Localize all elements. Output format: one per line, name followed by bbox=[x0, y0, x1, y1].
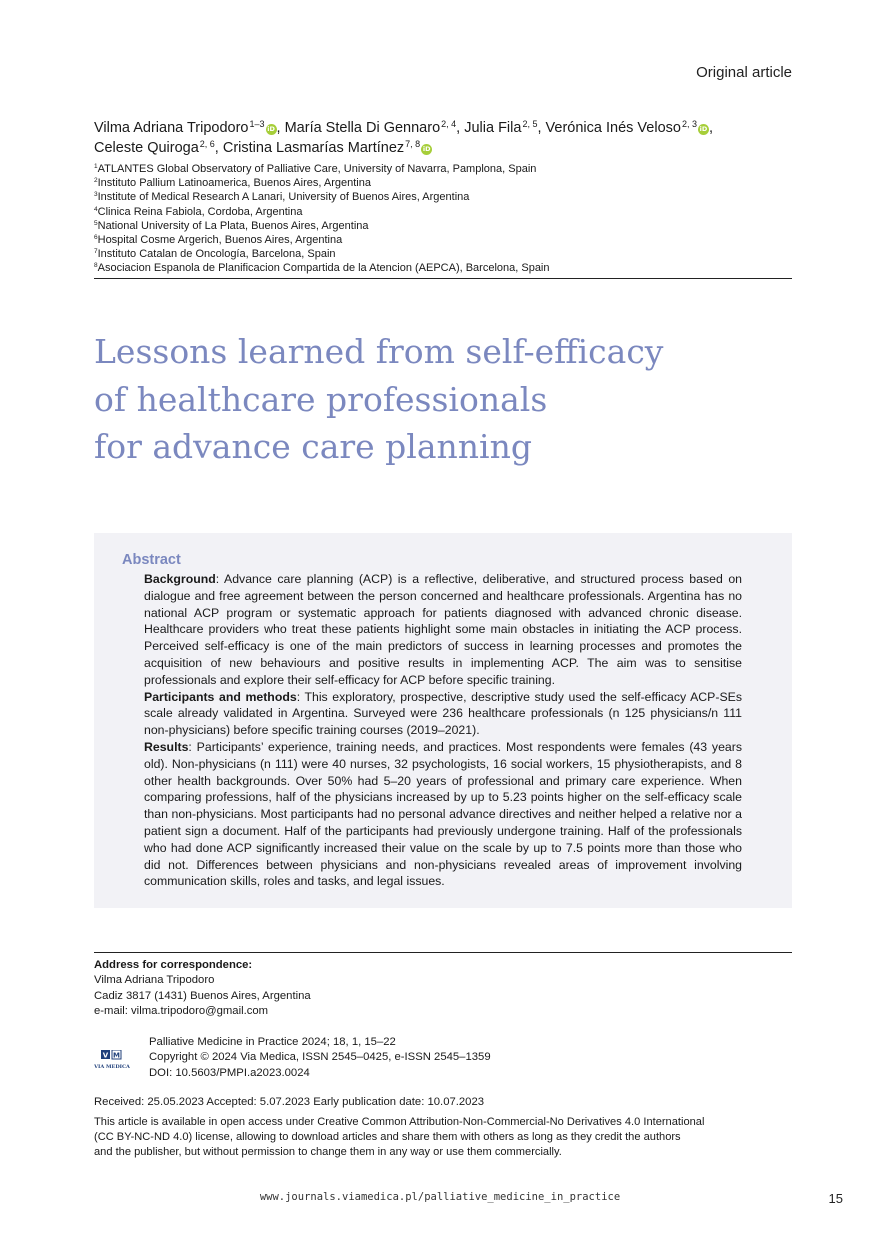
journal-url[interactable]: www.journals.viamedica.pl/palliative_medicine_in_practice bbox=[259, 1191, 621, 1203]
svg-text:V: V bbox=[102, 1051, 109, 1060]
author bbox=[94, 120, 277, 136]
author bbox=[94, 140, 215, 156]
author bbox=[464, 120, 537, 136]
author-affiliation-ref: 1–3 bbox=[249, 119, 265, 129]
author-name: Verónica Inés Veloso bbox=[545, 120, 681, 136]
orcid-icon[interactable]: iD bbox=[267, 125, 275, 133]
abstract-text: : This exploratory, prospective, descriptive study used the self-efficacy ACP-SEs scale already validated in Argentina. Surveyed were 236 healthcare professionals (n 125 physicians/n 111 non-physicians) before specific training courses (2019–2021). bbox=[144, 689, 742, 738]
footer-divider bbox=[94, 952, 792, 953]
affiliation-text: Instituto Catalan de Oncología, Barcelona, Spain bbox=[97, 248, 336, 261]
correspondence-email: e-mail: vilma.tripodoro@gmail.com bbox=[94, 1005, 269, 1018]
header-divider bbox=[94, 278, 792, 279]
author-affiliation-ref: 2, 6 bbox=[199, 139, 215, 149]
page-number: 15 bbox=[828, 1191, 843, 1206]
author-name: María Stella Di Gennaro bbox=[284, 120, 441, 136]
author bbox=[285, 120, 457, 136]
journal-doi: DOI: 10.5603/PMPI.a2023.0024 bbox=[149, 1066, 310, 1079]
abstract-text: : Participants’ experience, training needs, and practices. Most respondents were females (43 years old). Non-physicians (n 111) were 40 nurses, 32 psychologists, 16 social workers, 15 physiotherapists, and 8 other health backgrounds. Over 50% had 5–20 years of professional and primary care experience. When comparing professions, half of the physicians increased by up to 5.23 points higher on the self-efficacy scale than non-physicians. Most participants had no personal advance directives and neither helped a relative nor a patient sign a document. Half of the participants had previously undergone training. Half of the professionals who had done ACP significantly increased their value on the scale by up to 7.5 points more than those who did not. Differences between physicians and non-physicians revealed areas of improvement involving communication skills, roles and tasks, and legal issues. bbox=[144, 739, 742, 889]
affiliation-text: National University of La Plata, Buenos Aires, Argentina bbox=[97, 219, 369, 232]
author-name: Julia Fila bbox=[464, 120, 522, 136]
journal-info bbox=[149, 1035, 491, 1081]
author-name: Cristina Lasmarías Martínez bbox=[222, 140, 405, 156]
correspondence-block bbox=[94, 958, 594, 1020]
license-text bbox=[94, 1115, 784, 1160]
affiliation-text: Asociacion Espanola de Planificacion Compartida de la Atencion (AEPCA), Barcelona, Spain bbox=[97, 262, 550, 275]
license-line: (CC BY-NC-ND 4.0) license, allowing to download articles and share them with others as long as they credit the authors bbox=[94, 1131, 681, 1143]
affiliation-item bbox=[94, 233, 794, 247]
affiliation-text: Clinica Reina Fabiola, Cordoba, Argentina bbox=[97, 205, 303, 218]
license-line: and the publisher, but without permission to change them in any way or use them commercially. bbox=[94, 1146, 562, 1158]
abstract-body bbox=[144, 571, 742, 890]
affiliation-item bbox=[94, 176, 794, 190]
author-affiliation-ref: 2, 4 bbox=[441, 119, 457, 129]
author-name: Celeste Quiroga bbox=[94, 140, 199, 156]
affiliation-number: 6 bbox=[94, 234, 98, 242]
svg-text:VIA MEDICA: VIA MEDICA bbox=[94, 1064, 130, 1070]
affiliation-number: 8 bbox=[94, 262, 98, 270]
correspondence-heading: Address for correspondence: bbox=[94, 959, 253, 971]
author-affiliation-ref: 2, 3 bbox=[681, 119, 697, 129]
affiliation-item bbox=[94, 190, 794, 204]
affiliation-number: 4 bbox=[94, 205, 98, 213]
author-list: Vilma Adriana Tripodoro$^{1-3}$ iD , María Stella Di Gennaro$^{2, 4}$, Julia Fila$^{2, 5}$, Verónica Inés Veloso$^{2, 3}$ iD , Celeste Quiroga$^{2, 6}$, Cristina Lasmarías Martínez$^{7, 8}$ iD bbox=[94, 119, 713, 156]
affiliation-text: ATLANTES Global Observatory of Palliative Care, University of Navarra, Pamplona, Spain bbox=[97, 163, 537, 175]
abstract-label: Participants and methods bbox=[144, 689, 297, 704]
affiliation-item bbox=[94, 205, 794, 219]
abstract-heading: Abstract bbox=[122, 552, 181, 568]
affiliation-number: 3 bbox=[94, 191, 98, 199]
journal-citation: Palliative Medicine in Practice 2024; 18, 1, 15–22 bbox=[149, 1036, 396, 1048]
journal-copyright: Copyright © 2024 Via Medica, ISSN 2545–0425, e-ISSN 2545–1359 bbox=[149, 1051, 491, 1064]
affiliation-number: 5 bbox=[94, 219, 98, 227]
title-line-3: for advance care planning bbox=[94, 427, 532, 466]
publication-dates: Received: 25.05.2023 Accepted: 5.07.2023 Early publication date: 10.07.2023 bbox=[94, 1096, 485, 1108]
article-type-label: Original article bbox=[696, 64, 792, 81]
affiliation-item bbox=[94, 219, 794, 233]
affiliation-number: 1 bbox=[94, 163, 98, 170]
affiliation-text: Institute of Medical Research A Lanari, University of Buenos Aires, Argentina bbox=[97, 191, 470, 204]
affiliation-list bbox=[94, 162, 794, 276]
title-line-2: of healthcare professionals bbox=[94, 379, 548, 419]
via-medica-logo-icon bbox=[94, 1050, 130, 1070]
abstract-section-methods bbox=[144, 689, 742, 739]
svg-text:M: M bbox=[113, 1051, 120, 1060]
affiliation-number: 2 bbox=[94, 177, 98, 185]
correspondence-name: Vilma Adriana Tripodoro bbox=[94, 974, 215, 987]
article-title bbox=[94, 328, 794, 471]
affiliation-item bbox=[94, 162, 794, 176]
via-medica-logo bbox=[94, 1050, 130, 1070]
affiliation-item bbox=[94, 261, 794, 275]
affiliation-item bbox=[94, 247, 794, 261]
license-line: This article is available in open access under Creative Common Attribution-Non-Commercial-No Derivatives 4.0 International bbox=[94, 1116, 705, 1128]
title-line-1: Lessons learned from self-efficacy bbox=[94, 332, 664, 371]
affiliation-text: Instituto Pallium Latinoamerica, Buenos Aires, Argentina bbox=[97, 177, 371, 190]
affiliation-text: Hospital Cosme Argerich, Buenos Aires, Argentina bbox=[97, 234, 343, 247]
affiliation-number: 7 bbox=[94, 248, 98, 256]
correspondence-address: Cadiz 3817 (1431) Buenos Aires, Argentina bbox=[94, 989, 311, 1002]
orcid-icon[interactable]: iD bbox=[422, 145, 431, 153]
orcid-icon[interactable]: iD bbox=[699, 125, 708, 133]
author-affiliation-ref: 2, 5 bbox=[522, 119, 538, 129]
abstract-section-results bbox=[144, 739, 742, 890]
abstract-text: : Advance care planning (ACP) is a reflective, deliberative, and structured process based on dialogue and free agreement between the person concerned and healthcare professionals. Argentina has no national ACP program or systematic approach for patients diagnosed with advanced chronic disease. Healthcare providers who treat these patients highlight some main obstacles in initiating the ACP process. Perceived self-efficacy is one of the main predictors of success in learning processes and promotes the acquisition of new behaviours and positive results in implementing ACP. The aim was to sensitise professionals and explore their self-efficacy for ACP before specific training. bbox=[144, 572, 742, 687]
author-name: Vilma Adriana Tripodoro bbox=[94, 120, 249, 136]
author bbox=[223, 140, 432, 156]
author bbox=[546, 120, 709, 136]
abstract-label: Results bbox=[144, 739, 189, 754]
author-affiliation-ref: 7, 8 bbox=[405, 139, 421, 149]
abstract-label: Background bbox=[144, 572, 216, 586]
abstract-section-background bbox=[144, 571, 742, 689]
